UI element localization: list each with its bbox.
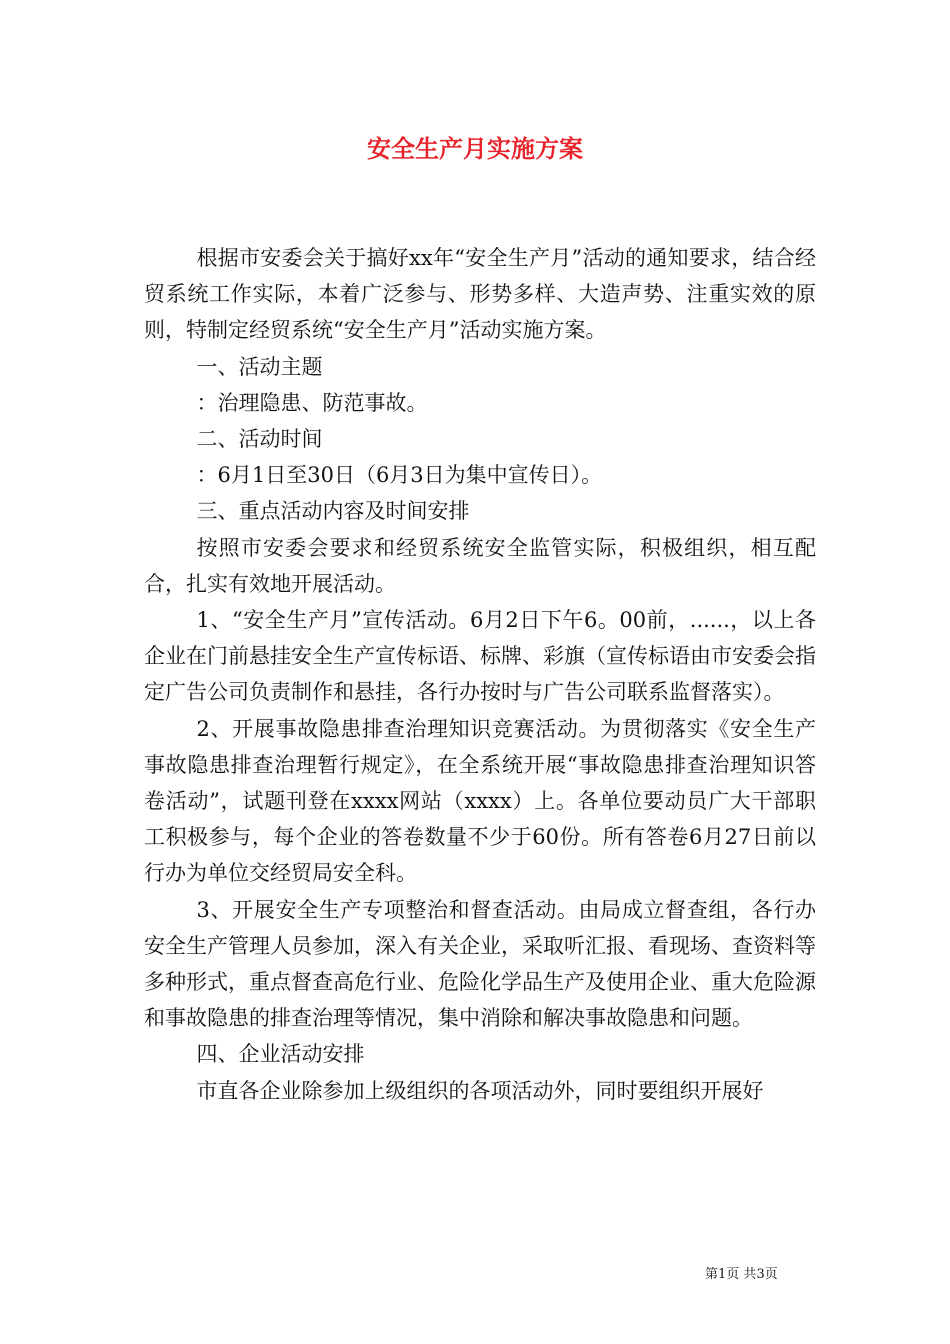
paragraph-key-activities: 按照市安委会要求和经贸系统安全监管实际，积极组织，相互配合，扎实有效地开展活动。 (144, 535, 816, 596)
heading-activity-theme: 一、活动主题 (196, 354, 323, 379)
page-number (705, 1266, 778, 1284)
page-suffix: 页 (764, 1267, 778, 1282)
page-middle: 页 共 (726, 1267, 757, 1282)
page-total: 3 (756, 1267, 765, 1282)
paragraph-item-1: 1、“安全生产月”宣传活动。6月2日下午6。00前，......，以上各企业在门前悬挂安全生产宣传标语、标牌、彩旗（宣传标语由市安委会指定广告公司负责制作和悬挂，各行办按时与广告公司联系监督落实）。 (144, 608, 816, 705)
heading-key-activities: 三、重点活动内容及时间安排 (196, 499, 470, 524)
page-prefix: 第 (705, 1267, 719, 1282)
paragraph-item-3: 3、开展安全生产专项整治和督查活动。由局成立督查组，各行办安全生产管理人员参加，深入有关企业，采取听汇报、看现场、查资料等多种形式，重点督查高危行业、危险化学品生产及使用企业、重大危险源和事故隐患的排查治理等情况，集中消除和解决事故隐患和问题。 (144, 897, 816, 1031)
paragraph-theme: ：治理隐患、防范事故。 (196, 390, 428, 415)
paragraph-enterprise: 市直各企业除参加上级组织的各项活动外，同时要组织开展好 (196, 1078, 764, 1103)
paragraph-time: ：6月1日至30日（6月3日为集中宣传日）。 (196, 463, 603, 488)
document-title: 安全生产月实施方案 (367, 134, 583, 163)
page-current: 1 (718, 1267, 727, 1282)
heading-activity-time: 二、活动时间 (196, 427, 323, 452)
heading-enterprise-activities: 四、企业活动安排 (196, 1042, 365, 1067)
paragraph-item-2: 2、开展事故隐患排查治理知识竞赛活动。为贯彻落实《安全生产事故隐患排查治理暂行规定》，在全系统开展“事故隐患排查治理知识答卷活动”，试题刊登在xxxx网站（xxxx）上。各单位要动员广大干部职工积极参与，每个企业的答卷数量不少于60份。所有答卷6月27日前以行办为单位交经贸局安全科。 (144, 716, 816, 886)
document-body (144, 240, 816, 1109)
paragraph-intro: 根据市安委会关于搞好xx年“安全生产月”活动的通知要求，结合经贸系统工作实际，本着广泛参与、形势多样、大造声势、注重实效的原则，特制定经贸系统“安全生产月”活动实施方案。 (144, 246, 816, 343)
